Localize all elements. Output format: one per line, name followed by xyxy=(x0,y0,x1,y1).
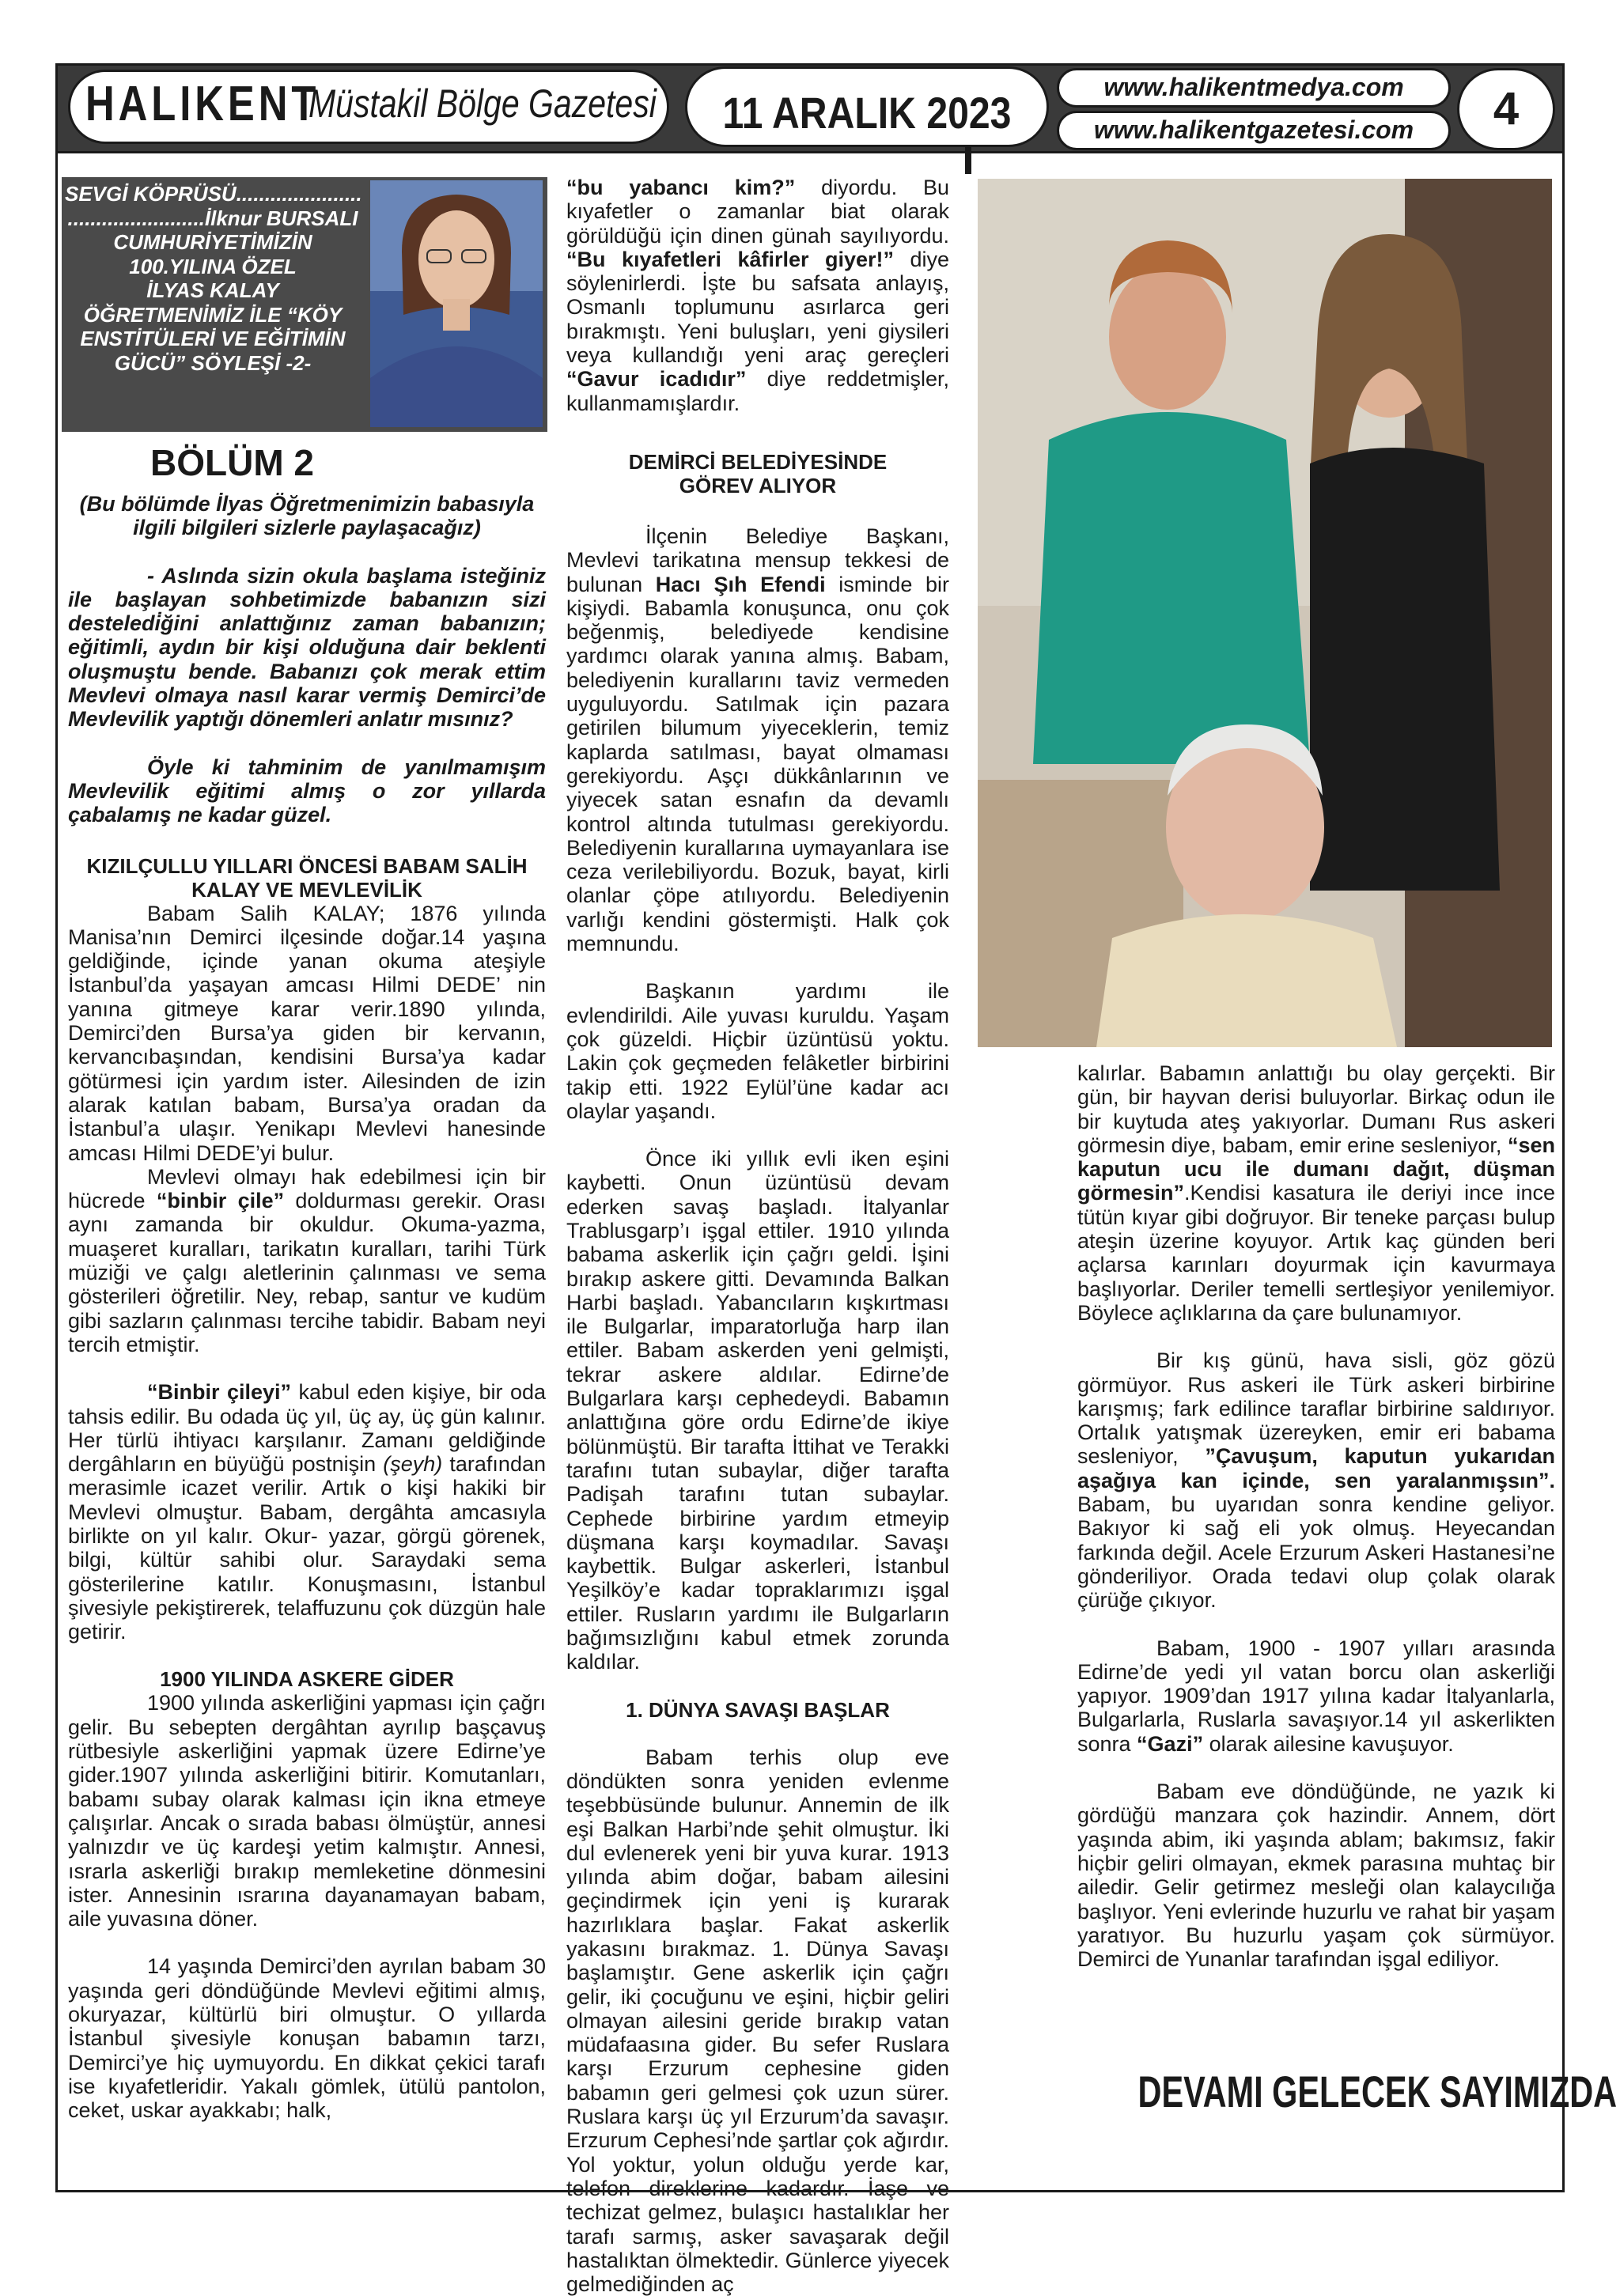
paragraph: Babam eve döndüğünde, ne yazık ki gördüğü manzara çok hazindir. Annem, dört yaşında abim, iki yaşında ablam; bakımsız, fakir hiçbir geliri olmayan, ekmek parasına muhtaç bir ailedir. Gelir getirmez mesleği olan kalaycılığa başlıyor. Yeni evlerinde huzurlu ve rahat bir yaşam yaratıyor. Bu huzurlu yaşam çok sürmüyor. Demirci de Yunanlar tarafından işgal ediliyor. xyxy=(1077,1780,1555,1972)
newspaper-name: HALIKENT xyxy=(85,77,320,131)
paragraph: Bir kış günü, hava sisli, göz gözü görmüyor. Rus askeri ile Türk askeri birbirine karışmış; fark edilince taraflar birbirine saldırıyor. Ortalık yatışmak üzereyken, emir eri babama sesleniyor, ”Çavuşum, kaputun yukarıdan aşağıya kan içinde, sen yaralanmışsın”. Babam, bu uyarıdan sonra kendine geliyor. Bakıyor ki sağ eli yok olmuş. Heyecandan farkında değil. Acele Erzurum Askeri Hastanesi’ne gönderiliyor. Orada tedavi olup çolak olarak çürüğe çıkıyor. xyxy=(1077,1348,1555,1613)
intro-line: SEVGİ KÖPRÜSÜ...................... xyxy=(65,182,362,206)
issue-date: 11 ARALIK 2023 xyxy=(722,88,1012,138)
paragraph-continued: “bu yabancı kim?” diyordu. Bu kıyafetler o zamanlar biat olarak görüldüğü için dinen günah sayılıyordu. “Bu kıyafetleri kâfirler giyer!” diye söylenirlerdi. İşte bu safsata anlayış, Osmanlı toplumunu asırlarca geri bırakmıştı. Yeni buluşları, yeni giysileri veya kullandığı yeni araç gereçleri “Gavur icadıdır” diye reddetmişler, kullanmamışlardır. xyxy=(566,176,949,415)
paragraph: Başkanın yardımı ile evlendirildi. Aile yuvası kuruldu. Yaşam çok güzeldi. Hiçbir üzüntüsü yoktu. Lakin çok geçmeden felâketler birbirini takip etti. 1922 Eylül’üne kadar acı olaylar yaşandı. xyxy=(566,979,949,1123)
intro-line: GÜCÜ” SÖYLEŞİ -2- xyxy=(114,350,312,375)
lead-text: (Bu bölümde İlyas Öğretmenimizin babasıyla ilgili bilgileri sizlerle paylaşacağız) xyxy=(79,492,535,540)
column-1 xyxy=(68,443,546,2123)
website-link-1[interactable]: www.halikentmedya.com xyxy=(1103,73,1404,101)
interview-remark: Öyle ki tahminim de yanılmamışım Mevlevilik eğitimi almış o zor yıllarda çabalamış ne kadar güzel. xyxy=(68,755,546,827)
paragraph: Babam, 1900 - 1907 yılları arasında Edirne’de yedi yıl vatan borcu olan askerliği yapıyor. 1909’dan 1917 yılına kadar İtalyanlarla, Bulgarlarla, Ruslarla savaşıyor.14 yıl askerlikten sonra “Gazi” olarak ailesine kavuşuyor. xyxy=(1077,1636,1555,1756)
column-2 xyxy=(566,176,949,2296)
intro-line: 100.YILINA ÖZEL xyxy=(129,254,297,278)
author-portrait xyxy=(370,180,543,427)
header-connector xyxy=(965,147,971,174)
section-heading: KIZILÇULLU YILLARI ÖNCESİ BABAM SALİH KALAY VE MEVLEVİLİK xyxy=(86,853,528,902)
paragraph-continued: kalırlar. Babamın anlattığı bu olay gerçekti. Bir gün, bir hayvan derisi buluyorlar. Birkaç odun ile bir kuytuda ateş yakıyorlar. Dumanı Rus askeri görmesin diye, babam, emir erine sesleniyor, “sen kaputun ucu ile dumanı dağıt, düşman görmesin”.Kendisi kasatura ile deriyi ince ince tütün kıyar gibi doğruyor. Bir teneke parçası bulup ateşin üzerine koyuyor. Artık kaç günden beri açlarsa karınları doyurmak için kavurmaya başlıyorlar. Deriler temelli sertleşiyor yenilemiyor. Böylece açlıklarına da çare bulunamıyor. xyxy=(1077,1061,1555,1325)
paragraph: Önce iki yıllık evli iken eşini kaybetti. Onun üzüntüsü devam ederken savaş başladı. İtalyanlar Trablusgarp’ı işgal ettiler. 1910 yılında babama askerlik için çağrı geldi. İşini bırakıp askere gitti. Devamında Balkan Harbi başladı. Yabancıların kışkırtması ile Bulgarlar, imparatorluğa harp ilan ettiler. Babam askerden yeni gelmişti, tekrar askere aldılar. Edirne’de Bulgarlara karşı cephedeydi. Babamın anlattığına göre ordu Edirne’de ikiye bölünmüştü. Bir tarafta İttihat ve Terakki tarafını tutan subaylar, diğer tarafta Padişah tarafını tutan subaylar. Cephede birbirine yardım etmeyip düşmana karşı koymadılar. Savaşı kaybettik. Bulgar askerleri, İstanbul Yeşilköy’e kadar topraklarımızı işgal ettiler. Rusların yardımı ile Bulgarların bağımsızlığını kabul etmek zorunda kaldılar. xyxy=(566,1147,949,1674)
intro-line: İLYAS KALAY xyxy=(146,278,279,302)
intro-line: ENSTİTÜLERİ VE EĞİTİMİN xyxy=(80,327,346,350)
section-heading: DEMİRCİ BELEDİYESİNDE GÖREV ALIYOR xyxy=(628,449,888,497)
column-header-text xyxy=(65,182,361,375)
paragraph: Babam Salih KALAY; 1876 yılında Manisa’nın Demirci ilçesinde doğar.14 yaşına geldiğinde, içinde yanan okuma ateşiyle İstanbul’da yaşayan amcası Hilmi DEDE’ nin yanına gitmeye karar verir.1890 yılında, Demirci’den Bursa’ya giden bir kervanın, kervancıbaşından, kendisini Bursa’ya kadar götürmesi için yardım ister. Ailesinden de izin alarak katılan babam, Bursa’ya oradan da İstanbul’a ulaşır. Yenikapı Mevlevi hanesinde amcası Hilmi DEDE’yi bulur. xyxy=(68,901,546,1165)
column-3 xyxy=(1077,1061,1555,1971)
paragraph: “Binbir çileyi” kabul eden kişiye, bir oda tahsis edilir. Bu odada üç yıl, üç ay, üç gün kalınır. Her türlü ihtiyacı karşılanır. Zamanı geldiğinde dergâhların en büyüğü postnişin (şeyh) tarafından merasimle icazet verilir. Artık o kişi hakiki bir Mevlevi olmuştur. Babam, dergâhta amcasıyla birlikte on yıl kalır. Okur- yazar, görgü görenek, bilgi, kültür sahibi olur. Saraydaki sema gösterilerine katılır. Konuşmasını, İstanbul şivesiyle pekiştirerek, telaffuzunu çok düzgün hale getirir. xyxy=(68,1380,546,1644)
paragraph: İlçenin Belediye Başkanı, Mevlevi tarikatına mensup tekkesi de bulunan Hacı Şıh Efendi isminde bir kişiydi. Babamla konuşunca, onu çok beğenmiş, belediyede kendisine yardımcı olarak yanına almış. Babam, belediyenin kurallarını taviz vermeden uyguluyordu. Satılmak için pazara getirilen bilumum yiyeceklerin, temiz kaplarda satılması, bayat olmaması gerekiyordu. Aşçı dükkânlarının ve yiyecek satan esnafın da devamlı kontrol altında tutulması gerekiyordu. Belediyenin kurallarına uymayanlara ise ceza verilebiliyordu. Bozuk, bayat, kirli olanlar çöpe atılıyordu. Belediyenin varlığı kendini göstermişti. Halk çok memnundu. xyxy=(566,524,950,956)
part-title: BÖLÜM 2 xyxy=(150,442,314,483)
intro-line: ........................İlknur BURSALI xyxy=(67,206,358,230)
paragraph: Babam terhis olup eve döndükten sonra yeniden evlenme teşebbüsünde bulunur. Annemin de ilk eşi Balkan Harbi’nde şehit olmuştur. İki dul evlenerek yeni bir yuva kurar. 1913 yılında abim doğar, babam ailesini geçindirmek için yeni iş kurarak hazırlıklara başlar. Fakat askerlik yakasını bırakmaz. 1. Dünya Savaşı başlamıştır. Gene askerlik için çağrı gelir, iki çocuğunu ve eşini, hiçbir geliri olmayan ailesini geride bırakıp vatan müdafaasına gider. Bu sefer Ruslara karşı Erzurum cephesine giden babamın geri gelmesi çok uzun sürer. Ruslara karşı üç yıl Erzurum’da savaşır. Erzurum Cephesi’nde şartlar çok ağırdır. Yol yoktur, yolun olduğu yerde kar, telefon direklerine kadardır. İaşe ve techizat gelmez, bulaşıcı hastalıklar her tarafı sarmış, asker savaşarak değil hastalıktan ölmektedir. Günlerce yiyecek gelmediğinden aç xyxy=(566,1745,949,2296)
paragraph: Mevlevi olmayı hak edebilmesi için bir hücrede “binbir çile” doldurması gerekir. Orası aynı zamanda bir okuldur. Okuma-yazma, muaşeret kuralları, tarikatın kuralları, tarihi Türk müziği ve çalgı aletlerinin çalınması ve sema gösterileri öğretilir. Ney, rebap, santur ve kudüm gibi sazların çalınması tercihe tabidir. Babam neyi tercih etmiştir. xyxy=(68,1164,546,1356)
intro-line: CUMHURİYETİMİZİN xyxy=(113,230,312,254)
newspaper-subtitle: Müstakil Bölge Gazetesi xyxy=(308,81,657,126)
section-heading: 1. DÜNYA SAVAŞI BAŞLAR xyxy=(626,1697,890,1722)
intro-line: ÖĞRETMENİMİZ İLE “KÖY xyxy=(83,302,343,327)
paragraph: 1900 yılında askerliğini yapması için çağrı gelir. Bu sebepten dergâhtan ayrılıp başçavuş rütbesiyle askerliğini yapmak üzere Edirne’ye gider.1907 yılında askerliğini bitirir. Komutanları, babamı subay olarak kalması için ikna etmeye çalışırlar. Ancak o sırada babası ölmüştür, annesi yalnızdır ve üç kardeşi yetim kalmıştır. Annesi, ısrarla askerliği bırakıp memleketine dönmesini ister. Annesinin ısrarına dayanamayan babam, aile yuvasına döner. xyxy=(68,1691,546,1931)
interview-question: - Aslında sizin okula başlama isteğiniz ile başlayan sohbetimizde babanızın sizi desteledi̇ğini anlattığınız zaman babanızın; eğitimli, aydın bir kişi olduğuna dair beklenti oluşmuştu bende. Babanızı çok merak ettim Mevlevi olmaya nasıl karar vermiş Demirci’de Mevlevilik yaptığı dönemleri anlatır mısınız? xyxy=(68,563,546,732)
website-link-2[interactable]: www.halikentgazetesi.com xyxy=(1093,115,1414,144)
page-number: 4 xyxy=(1493,83,1520,134)
continued-notice: DEVAMI GELECEK SAYIMIZDA xyxy=(1137,2067,1618,2116)
family-photo xyxy=(978,179,1552,1047)
section-heading: 1900 YILINDA ASKERE GİDER xyxy=(160,1667,454,1692)
paragraph: 14 yaşında Demirci’den ayrılan babam 30 yaşında geri döndüğünde Mevlevi eğitimi almış, okuryazar, kültürlü biri olmuştur. O yıllarda İstanbul şivesiyle konuşan babamın tarzı, Demirci’ye hiç uymuyordu. En dikkat çekici tarafı ise kıyafetleridir. Yakalı gömlek, ütülü pantolon, ceket, uskar ayakkabı; halk, xyxy=(68,1954,546,2123)
